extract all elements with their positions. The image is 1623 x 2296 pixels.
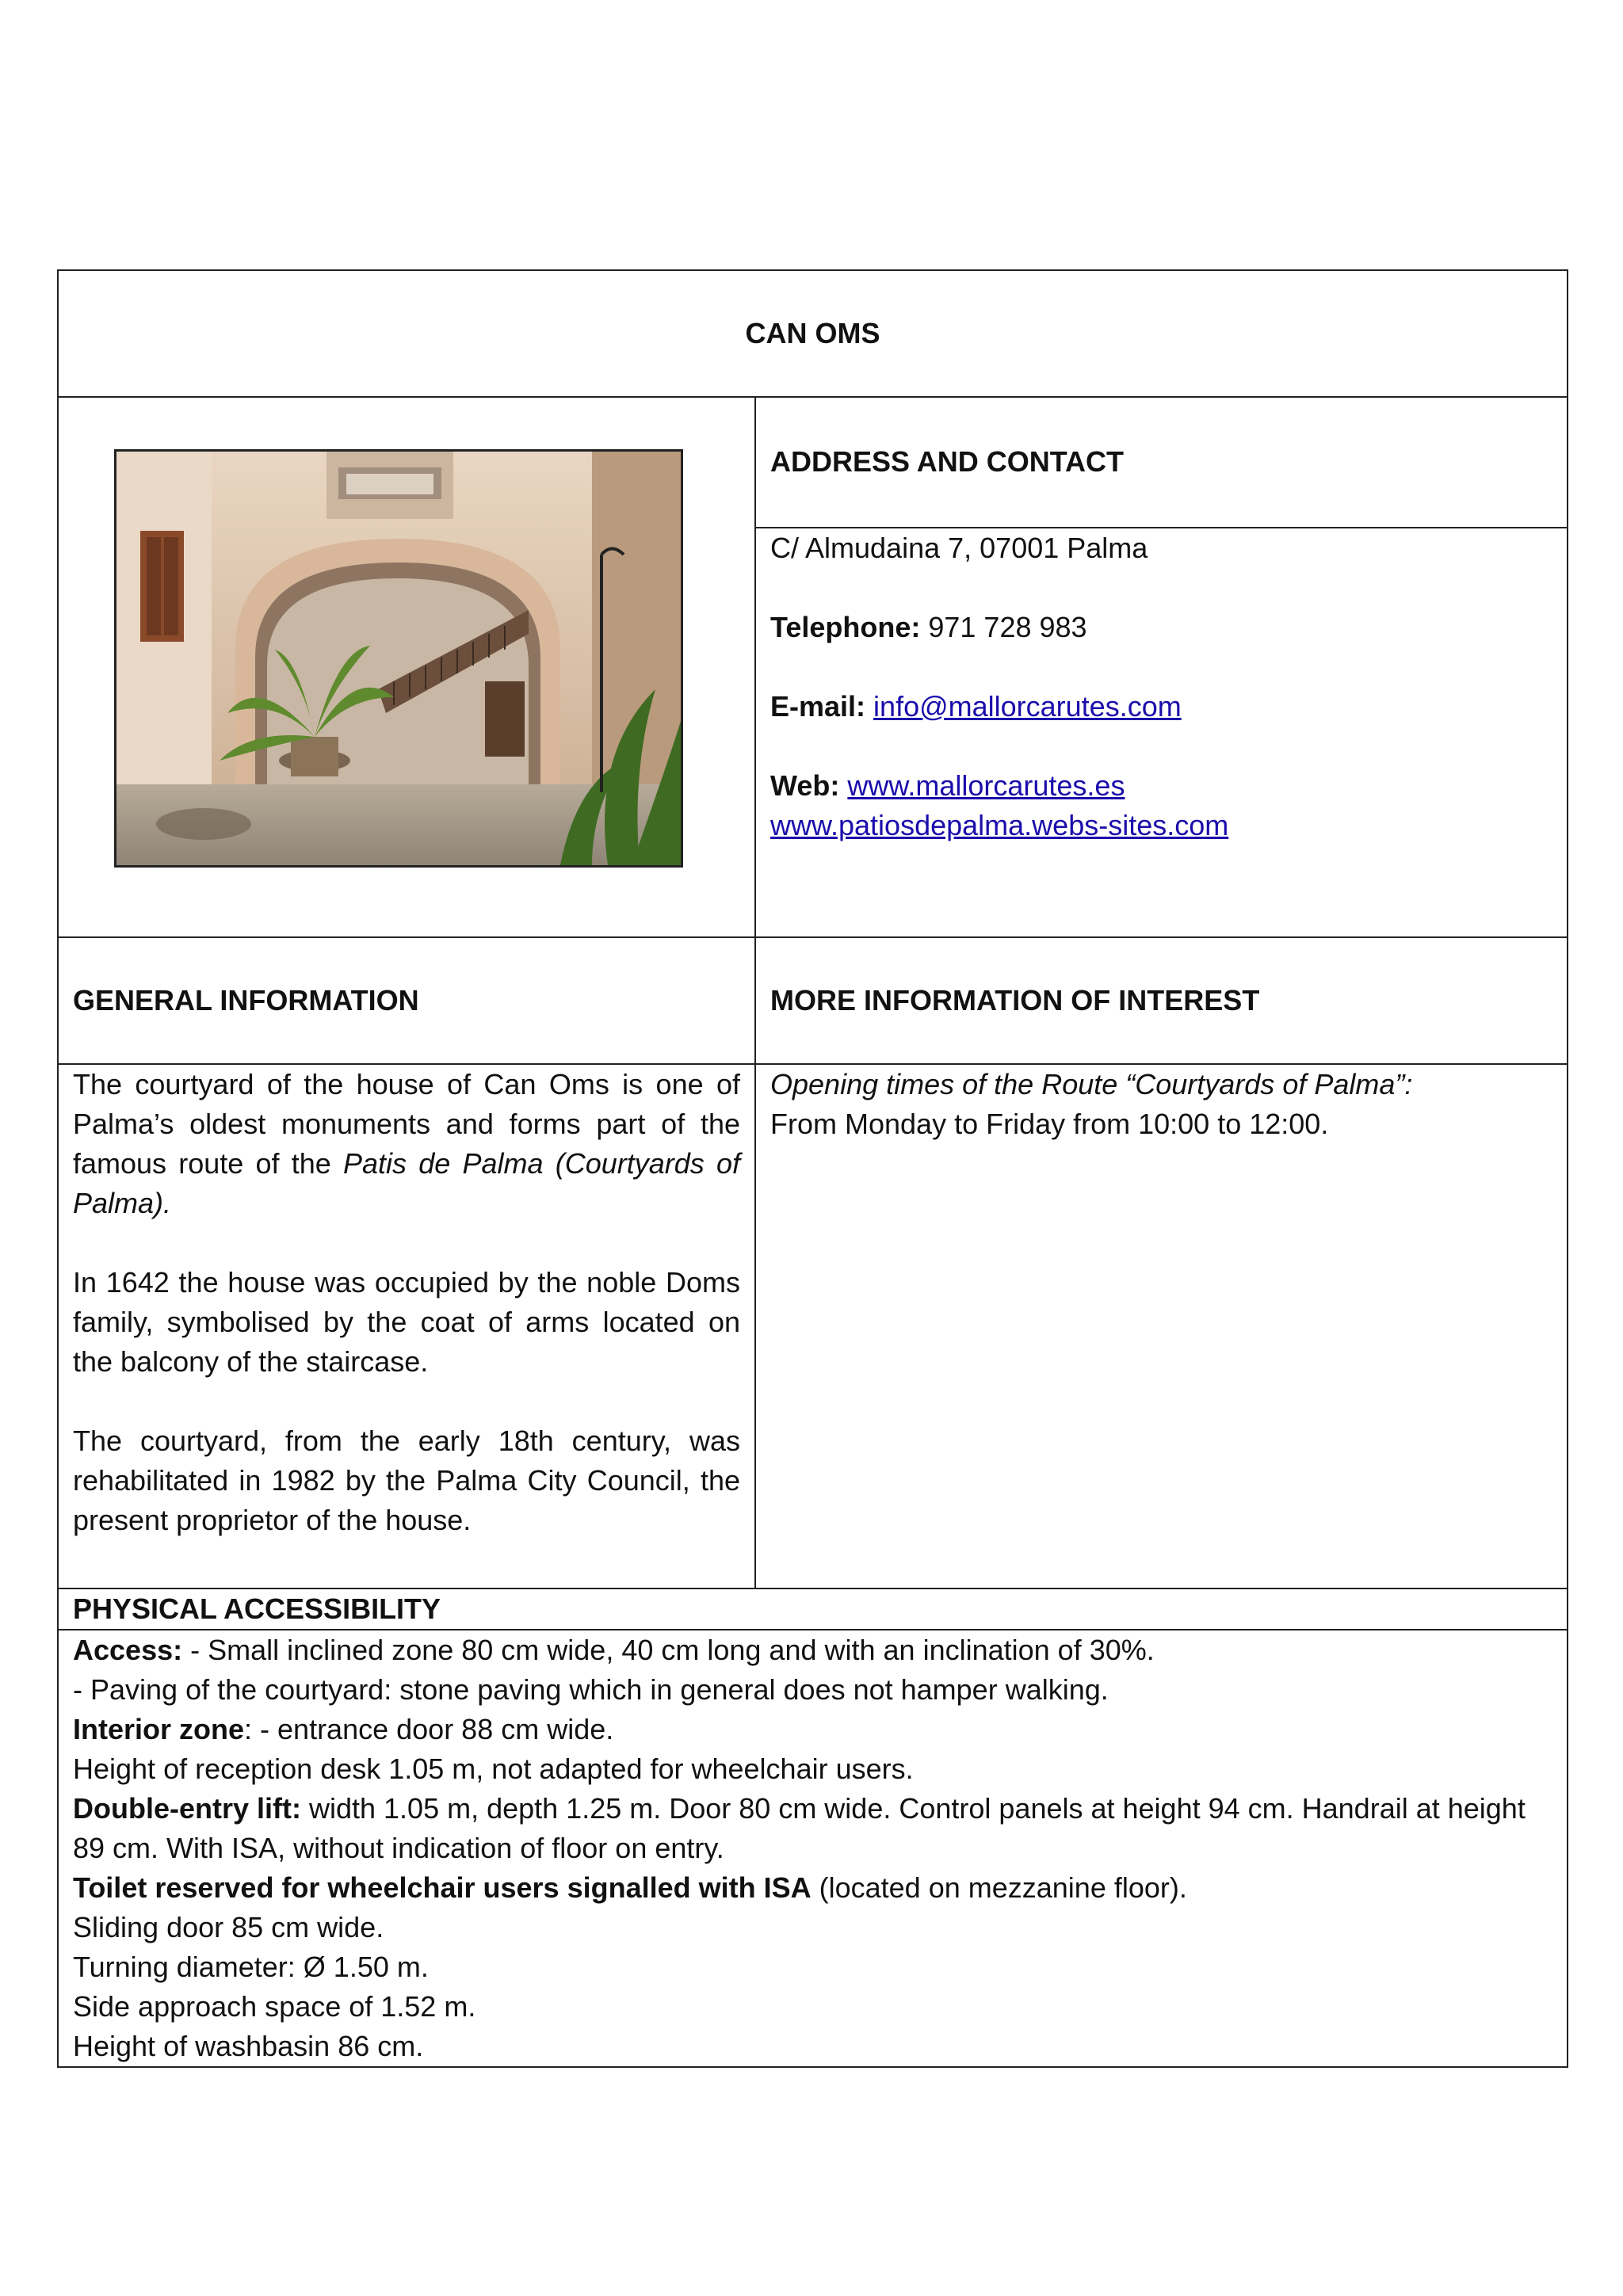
general-paragraph-1 <box>73 1065 740 1223</box>
telephone-line <box>770 608 1552 647</box>
general-information-heading: GENERAL INFORMATION <box>58 937 755 1064</box>
web-link-patiosdepalma[interactable]: www.patiosdepalma.webs-sites.com <box>770 808 1229 841</box>
interior-text: : - entrance door 88 cm wide. <box>244 1713 614 1745</box>
interior-line <box>73 1710 1552 1749</box>
general-paragraph-3: The courtyard, from the early 18th century, was rehabilitated in 1982 by the Palma City Council, the present proprietor of the house. <box>73 1425 740 1536</box>
toilet-text: (located on mezzanine floor). <box>811 1871 1187 1904</box>
photo-cell <box>58 397 755 937</box>
opening-times-title <box>770 1065 1552 1104</box>
more-information-body <box>755 1064 1568 1589</box>
interior-label: Interior zone <box>73 1713 245 1745</box>
access-text: - Small inclined zone 80 cm wide, 40 cm long and with an inclination of 30%. <box>182 1634 1155 1666</box>
lift-label: Double-entry lift: <box>73 1792 301 1825</box>
paving-line: - Paving of the courtyard: stone paving which in general does not hamper walking. <box>73 1673 1109 1706</box>
web-line <box>770 766 1552 845</box>
general-information-body <box>58 1064 755 1589</box>
address-contact-heading: ADDRESS AND CONTACT <box>755 397 1568 528</box>
web-link-mallorcarutes[interactable]: www.mallorcarutes.es <box>847 769 1125 802</box>
info-sheet-table <box>57 269 1568 2068</box>
more-information-heading: MORE INFORMATION OF INTEREST <box>755 937 1568 1064</box>
general-paragraph-1-text: The courtyard of the house of Can Oms is one of Palma’s oldest monuments and forms part of the famous route of the <box>73 1068 740 1180</box>
physical-accessibility-heading: PHYSICAL ACCESSIBILITY <box>58 1589 1568 1630</box>
reception-line: Height of reception desk 1.05 m, not adapted for wheelchair users. <box>73 1753 914 1785</box>
general-paragraph-2: In 1642 the house was occupied by the noble Doms family, symbolised by the coat of arms located on the balcony of the staircase. <box>73 1266 740 1378</box>
opening-times-title-text: Opening times of the Route “Courtyards of Palma”: <box>770 1068 1413 1100</box>
courtyard-photo <box>114 449 683 868</box>
access-label: Access: <box>73 1634 183 1666</box>
toilet-line <box>73 1868 1552 1908</box>
lift-text: width 1.05 m, depth 1.25 m. Door 80 cm wide. Control panels at height 94 cm. Handrail at height 89 cm. With ISA, without indication of floor on entry. <box>73 1792 1526 1864</box>
telephone-label: Telephone: <box>770 610 921 643</box>
telephone-value: 971 728 983 <box>928 610 1087 643</box>
washbasin-line: Height of washbasin 86 cm. <box>73 2030 424 2062</box>
contact-block <box>755 528 1568 937</box>
email-line <box>770 687 1552 727</box>
toilet-label: Toilet reserved for wheelchair users signalled with ISA <box>73 1871 812 1904</box>
turning-diameter-line: Turning diameter: Ø 1.50 m. <box>73 1951 429 1983</box>
opening-times-schedule: From Monday to Friday from 10:00 to 12:00. <box>770 1108 1329 1140</box>
web-label: Web: <box>770 769 840 802</box>
email-link[interactable]: info@mallorcarutes.com <box>873 689 1182 723</box>
access-line <box>73 1630 1552 1670</box>
lift-line <box>73 1789 1552 1868</box>
page-title: CAN OMS <box>58 270 1568 397</box>
email-label: E-mail: <box>770 689 866 723</box>
physical-accessibility-body <box>58 1630 1568 2067</box>
general-paragraph-1-italic: Patis de Palma (Courtyards of Palma). <box>73 1147 741 1219</box>
side-approach-line: Side approach space of 1.52 m. <box>73 1990 476 2023</box>
address-text: C/ Almudaina 7, 07001 Palma <box>770 531 1148 564</box>
sliding-door-line: Sliding door 85 cm wide. <box>73 1911 384 1943</box>
